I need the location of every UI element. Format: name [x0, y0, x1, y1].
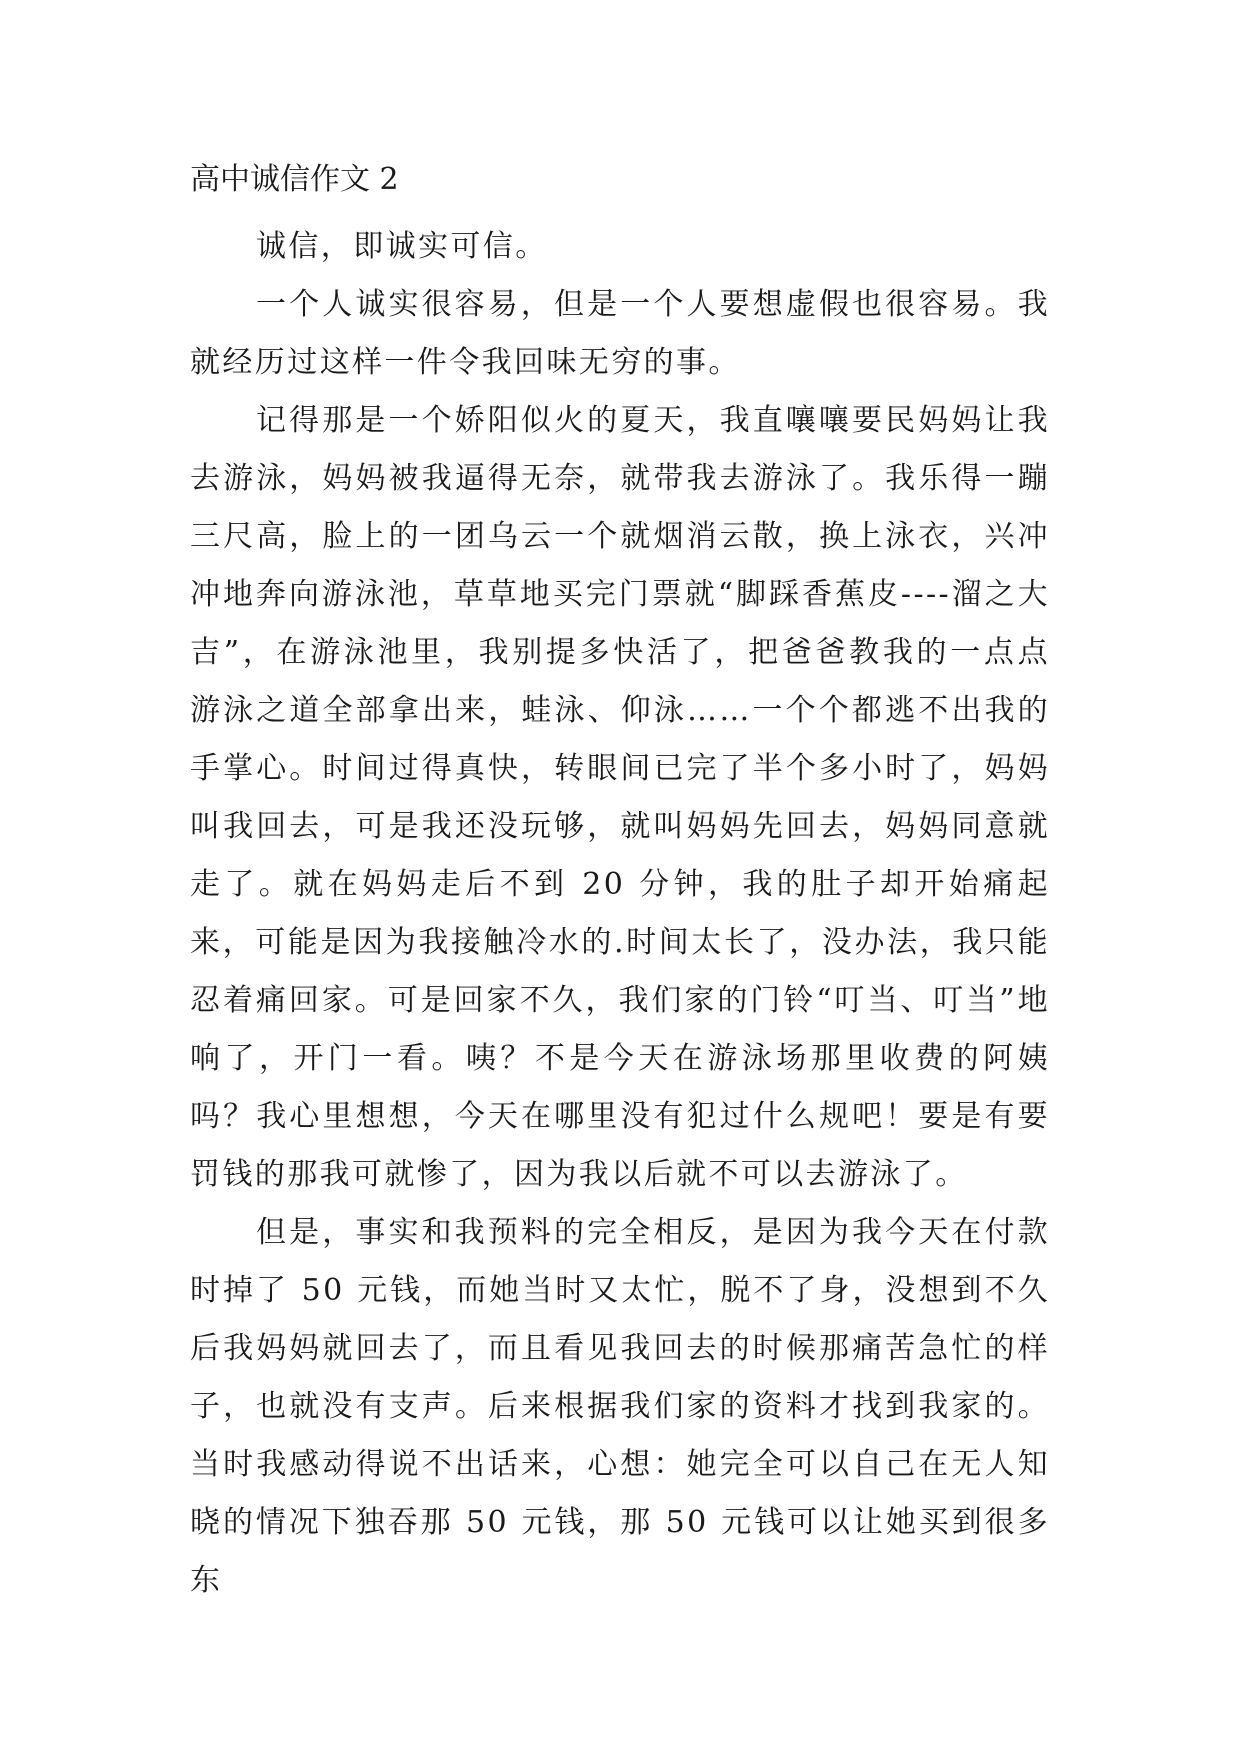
- paragraph-1: 诚信，即诚实可信。: [256, 229, 548, 264]
- document-title: 高中诚信作文 2: [190, 162, 399, 197]
- paragraph-4: 但是，事实和我预料的完全相反，是因为我今天在付款时掉了 50 元钱，而她当时又太忙，脱不了身，没想到不久后我妈妈就回去了，而且看见我回去的时候那痛苦急忙的样子，也就没有支声。后来根据我们家的资料才找到我家的。当时我感动得说不出话来，心想：她完全可以自己在无人知晓的情况下独吞那 50 元钱，那 50 元钱可以让她买到很多东: [190, 1215, 1050, 1598]
- paragraph-3: 记得那是一个娇阳似火的夏天，我直嚷嚷要民妈妈让我去游泳，妈妈被我逼得无奈，就带我去游泳了。我乐得一蹦三尺高，脸上的一团乌云一个就烟消云散，换上泳衣，兴冲冲地奔向游泳池，草草地买完门票就“脚踩香蕉皮----溜之大吉”，在游泳池里，我别提多快活了，把爸爸教我的一点点游泳之道全部拿出来，蛙泳、仰泳……一个个都逃不出我的手掌心。时间过得真快，转眼间已完了半个多小时了，妈妈叫我回去，可是我还没玩够，就叫妈妈先回去，妈妈同意就走了。就在妈妈走后不到 20 分钟，我的肚子却开始痛起来，可能是因为我接触冷水的.时间太长了，没办法，我只能忍着痛回家。可是回家不久，我们家的门铃“叮当、叮当”地响了，开门一看。咦？不是今天在游泳场那里收费的阿姨吗？我心里想想，今天在哪里没有犯过什么规吧！要是有要罚钱的那我可就惨了，因为我以后就不可以去游泳了。: [190, 403, 1050, 1192]
- document-body: [190, 218, 1050, 1610]
- paragraph-2: 一个人诚实很容易，但是一个人要想虚假也很容易。我就经历过这样一件令我回味无穷的事。: [190, 287, 1050, 380]
